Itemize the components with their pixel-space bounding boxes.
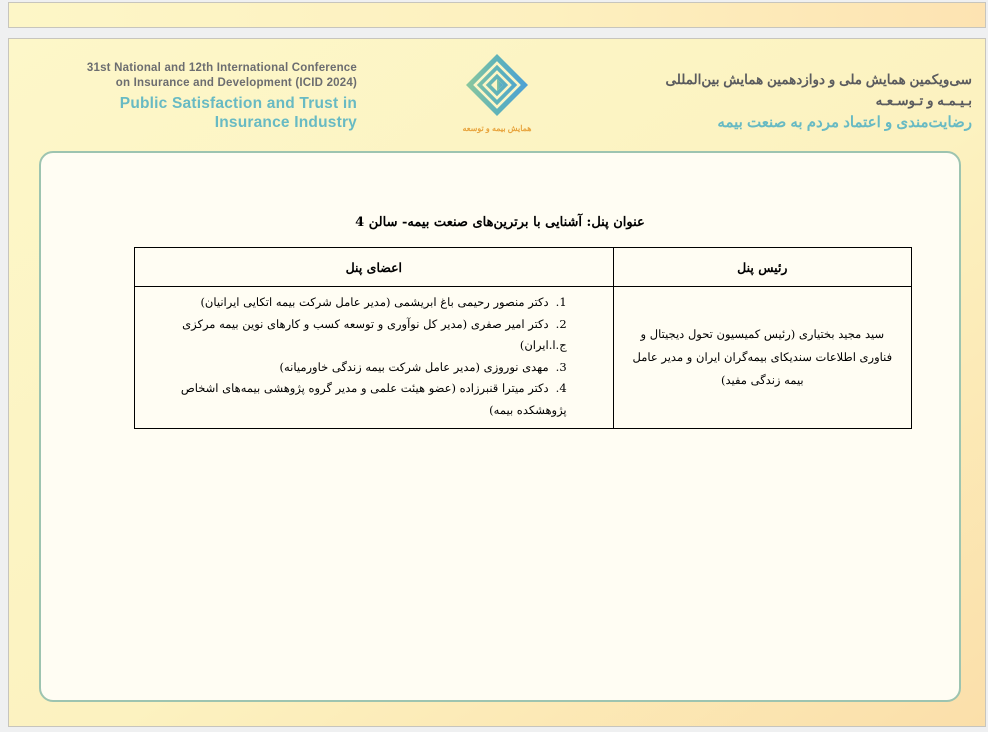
member-number: 4. xyxy=(555,381,567,395)
panel-member-row xyxy=(143,378,567,421)
panel-table xyxy=(134,247,912,429)
panel-members-cell xyxy=(135,287,614,429)
panel-members-header: اعضای پنل xyxy=(135,248,614,287)
member-number: 3. xyxy=(555,359,567,374)
conference-name-en-line2: on Insurance and Development (ICID 2024) xyxy=(115,77,357,89)
panel-table-body-row xyxy=(135,287,912,429)
conference-title-persian xyxy=(632,69,972,135)
panel-chair-header: رئیس پنل xyxy=(613,248,911,287)
panel-chair-cell: سید مجید بختیاری (رئیس کمیسیون تحول دیجیتال و فناوری اطلاعات سندیکای بیمه‌گران ایران و مدیر عامل بیمه زندگی مفید) xyxy=(613,287,911,429)
conference-name-fa-line1: سی‌ویکمین همایش ملی و دوازدهمین همایش بین‌المللی xyxy=(665,72,972,87)
logo-caption: همایش بیمه و توسعه xyxy=(462,124,532,133)
panel-title: عنوان پنل: آشنایی با برترین‌های صنعت بیمه- سالن 4 xyxy=(355,215,645,230)
conference-title-english xyxy=(69,61,357,132)
panel-member-row xyxy=(143,357,567,379)
member-number: 1. xyxy=(555,295,567,309)
conference-name-fa-line2: بـیـمـه و تـوسـعـه xyxy=(875,93,972,108)
panel-member-row xyxy=(143,292,567,314)
conference-theme-fa: رضایت‌مندی و اعتماد مردم به صنعت بیمه xyxy=(717,114,972,131)
member-text: دکتر منصور رحیمی باغ ابریشمی (مدیر عامل شرکت بیمه اتکایی ایرانیان) xyxy=(200,295,549,309)
member-number: 2. xyxy=(555,316,567,331)
panel-table-header-row xyxy=(135,248,912,287)
diamond-logo-icon xyxy=(465,53,529,117)
document-page xyxy=(8,38,986,727)
conference-name-en-line1: 31st National and 12th International Conference xyxy=(86,62,357,74)
panel-member-row xyxy=(143,314,567,357)
previous-page-bottom-strip xyxy=(8,2,986,28)
content-panel-box xyxy=(39,151,961,702)
member-text: مهدی نوروزی (مدیر عامل شرکت بیمه زندگی خاورمیانه) xyxy=(279,359,549,374)
member-text: دکتر میترا قنبرزاده (عضو هیئت علمی و مدیر گروه پژوهشی بیمه‌های اشخاص پژوهشکده بیمه) xyxy=(180,381,567,417)
conference-logo xyxy=(437,53,557,133)
conference-theme-en-line2: Insurance Industry xyxy=(214,114,357,131)
conference-theme-en-line1: Public Satisfaction and Trust in xyxy=(119,95,357,112)
member-text: دکتر امیر صفری (مدیر کل نوآوری و توسعه کسب و کارهای نوین بیمه مرکزی ج.ا.ایران) xyxy=(182,316,567,352)
